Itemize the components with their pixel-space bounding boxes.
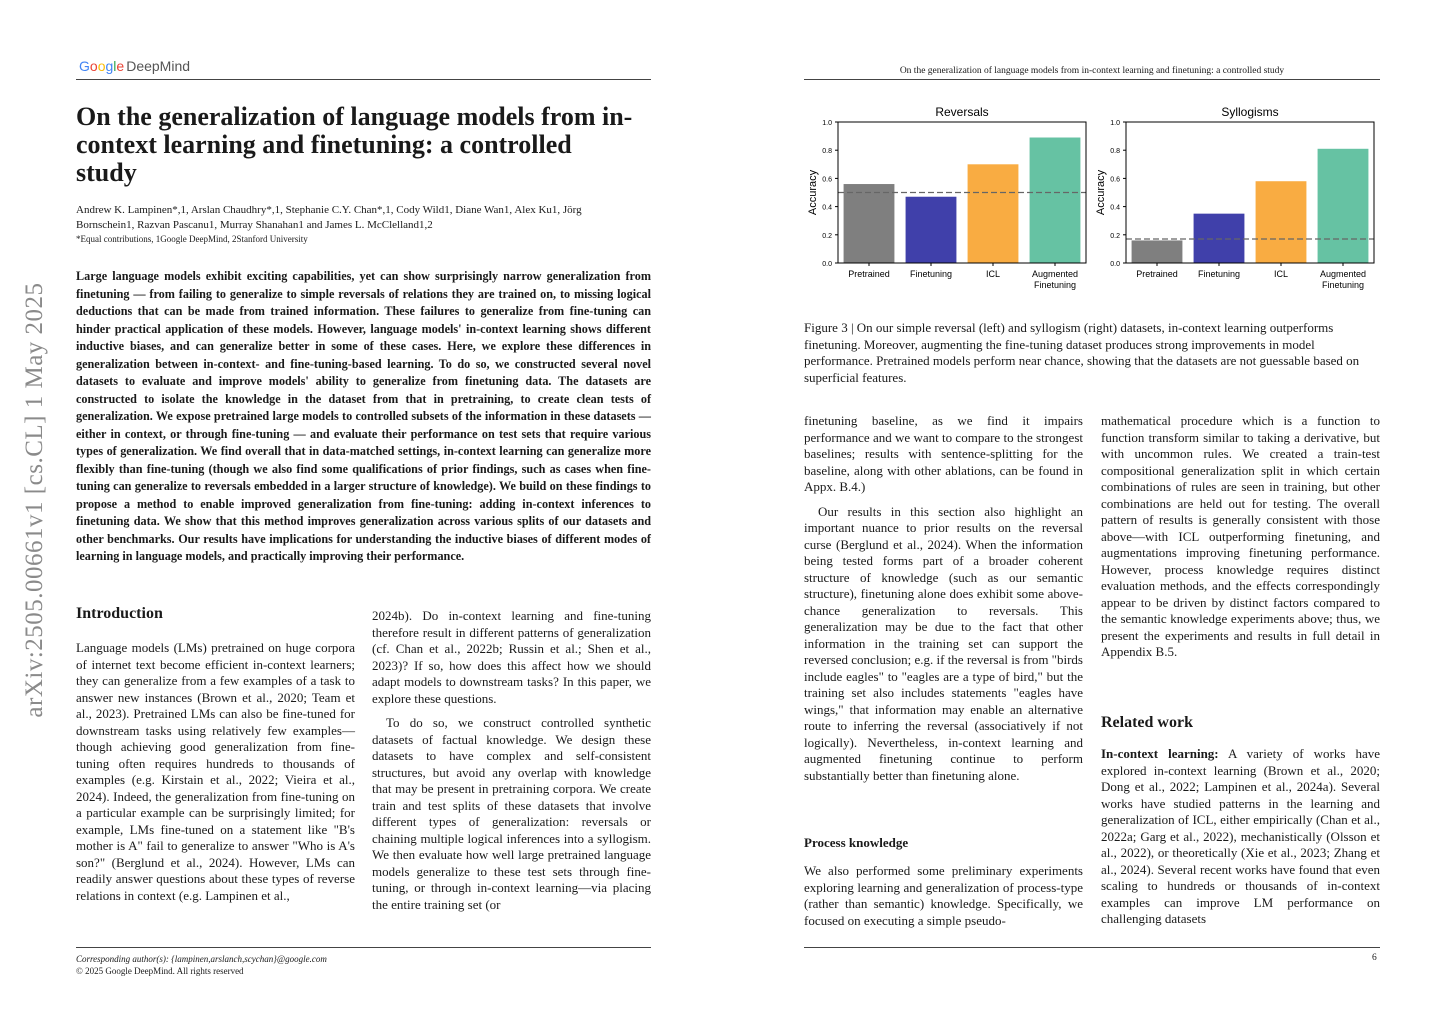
section-heading-process-knowledge: Process knowledge [804,835,909,850]
copyright: © 2025 Google DeepMind. All rights reserved [76,966,244,976]
logo-letter: g [105,58,114,74]
y-tick-label: 0.4 [1110,204,1120,212]
bar [1030,138,1081,263]
chart-title: Syllogisms [1221,105,1279,119]
bar [1194,214,1245,263]
running-head: On the generalization of language models from in-context learning and finetuning: a controlled study [899,66,1285,76]
logo-letter: G [79,58,90,74]
y-tick-label: 1.0 [822,120,832,127]
paper-title: On the generalization of language models from in-context learning and finetuning: a controlled study [76,102,633,187]
paragraph: Language models (LMs) pretrained on huge corpora of internet text become efficient in-context learners; they can generalize from a few examples of a task to answer new instances (Brown et al., 2020; Team et al., 2023). Pretrained LMs can also be fine-tuned for downstream tasks using relatively few examples—though achieving good generalization from fine-tuning often requires hundreds to thousands of examples (e.g. Kirstain et al., 2022; Vieira et al., 2024). Indeed, the generalization from fine-tuning on a particular example can be surprisingly limited; for example, LMs fine-tuned on a statement like "B's mother is A" fail to generalize to answer "Who is A's son?" (Berglund et al., 2024). However, LMs can readily answer questions about these types of reverse relations in context (e.g. Lampinen et al., [76,640,355,903]
abstract: Large language models exhibit exciting capabilities, yet can show surprisingly narrow generalization from finetuning — from failing to generalize to simple reversals of relations they are trained on, to missing logical deductions that can be made from trained information. These failures to generalize from fine-tuning can hinder practical application of these models. However, language models' in-context learning shows different inductive biases, and can generalize better in some of these cases. Here, we explore these differences in generalization between in-context- and fine-tuning-based learning. To do so, we constructed several novel datasets to evaluate and improve models' ability to generalize from finetuning data. The datasets are constructed to isolate the knowledge in the dataset from that in pretraining, to create clean tests of generalization. We expose pretrained large models to controlled subsets of the information in these datasets — either in context, or through fine-tuning — and evaluate their performance on test sets that require various types of generalization. We find overall that in data-matched settings, in-context learning can generalize more flexibly than fine-tuning (though we also find some qualifications of prior findings, such as cases when fine-tuning can generalize to reversals embedded in a larger structure of knowledge). We build on these findings to propose a method to enable improved generalization from fine-tuning: adding in-context inferences to finetuning data. We show that this method improves generalization across various splits of our datasets and other benchmarks. Our results have implications for understanding the inductive biases of different modes of learning in language models, and practically improving their performance. [76,269,651,563]
intro-column-1 [76,640,355,904]
y-tick-label: 0.8 [1110,148,1120,156]
paragraph: Our results in this section also highlight an important nuance to prior results on the reversal curse (Berglund et al., 2024). When the information being tested forms part of a broader coherent structure of knowledge (such as our semantic structure), finetuning alone does exhibit some above-chance generalization to reversals. This generalization may be due to the fact that other information in the training set can support the reversed conclusion; e.g. if the reversal is from "birds include eagles" to "eagles are a type of bird," but the training set also includes statements "eagles have wings," that information may enable an alternative route to inferring the reversal (associatively if not logically). Nevertheless, in-context learning and augmented finetuning continue to perform substantially better than finetuning alone. [804,503,1083,783]
paragraph: mathematical procedure which is a function to function transform similar to taking a derivative, but with uncommon rules. We created a train-test compositional generalization split in which certain combinations of rules are seen in training, but other combinations are held out for testing. The overall pattern of results is generally consistent with those above—with ICL outperforming finetuning, and augmentations improving finetuning performance. However, process knowledge requires distinct evaluation methods, and the effects correspondingly appear to be driven by distinct factors compared to the semantic knowledge experiments above; thus, we present the experiments and results in full detail in Appendix B.5. [1101,413,1380,659]
bar [968,164,1019,263]
x-tick-label: Finetuning [1197,269,1241,279]
paragraph [1101,746,1380,928]
right-column-1b [804,863,1083,929]
footer-rule [804,947,1380,948]
author-list [76,203,651,233]
y-axis-label: Accuracy [807,169,819,216]
logo-letter: o [97,58,106,74]
logo-deepmind-text: DeepMind [126,58,191,74]
x-tick-label: Pretrained [1136,269,1178,279]
related-work-paragraph [1101,746,1380,928]
right-column-1 [804,413,1083,784]
footer-rule [76,947,651,948]
y-tick-label: 0.2 [1110,232,1120,240]
header-rule [76,79,651,80]
run-in-heading: In-context learning: [1101,746,1219,761]
right-column-2 [1101,413,1380,661]
paragraph: To do so, we construct controlled synthetic datasets of factual knowledge. We design these datasets to have complex and self-consistent structures, but avoid any overlap with knowledge that may be present in pretraining corpora. We create train and test splits of these datasets that involve different types of generalization: reversals or chaining multiple logical inferences into a syllogism. We then evaluate how well large pretrained language models generalize to these test sets through fine-tuning, or through in-context learning—via placing the entire training set (or [372,715,651,912]
y-tick-label: 0.6 [1110,176,1120,184]
paragraph-text: A variety of works have explored in-context learning (Brown et al., 2020; Dong et al., 2022; Lampinen et al., 2024a). Several works have studied patterns in the learning and generalization of ICL, either empirically (Chan et al., 2022a; Garg et al., 2022), mechanistically (Olsson et al., 2022), or theoretically (Xie et al., 2023; Zhang et al., 2024). Several recent works have found that even scaling to hundreds or thousands of in-context examples can improve LM performance on challenging datasets [1101,746,1380,926]
logo-letter: o [89,58,98,74]
y-tick-label: 0.6 [822,176,832,184]
chart-syllogisms [1078,100,1378,295]
google-deepmind-logo [79,58,190,74]
paragraph: 2024b). Do in-context learning and fine-tuning therefore result in different patterns of generalization (cf. Chan et al., 2022b; Russin et al.; Shen et al., 2023)? If so, how does this affect how we should adapt models to downstream tasks? In this paper, we explore these questions. [372,608,651,706]
arxiv-id: arXiv:2505.00661v1 [cs.CL] 1 May 2025 [21,282,48,718]
x-tick-label: Finetuning [1033,280,1077,290]
logo-letter: l [113,58,117,74]
affiliations: *Equal contributions, 1Google DeepMind, 2Stanford University [76,234,308,244]
x-tick-label: ICL [1273,269,1289,279]
arxiv-stamp [20,282,50,718]
section-heading-introduction: Introduction [76,605,163,622]
x-tick-label: Augmented [1319,269,1367,279]
paragraph: We also performed some preliminary experiments exploring learning and generalization of process-type (rather than semantic) knowledge. Specifically, we focused on executing a simple pseudo- [804,863,1083,928]
y-tick-label: 0.2 [822,232,832,240]
chart-title: Reversals [935,105,989,119]
authors-line: Bornschein1, Razvan Pascanu1, Murray Shanahan1 and James L. McClelland1,2 [76,219,433,231]
intro-column-2 [372,608,651,913]
bar [906,197,957,263]
section-heading-related-work: Related work [1101,714,1193,731]
x-tick-label: Augmented [1031,269,1079,279]
bar [1318,149,1369,263]
y-tick-label: 0.0 [1110,261,1120,268]
y-tick-label: 1.0 [1110,120,1120,127]
x-tick-label: Finetuning [909,269,953,279]
y-tick-label: 0.8 [822,148,832,156]
y-axis-label: Accuracy [1095,169,1107,216]
authors-line: Andrew K. Lampinen*,1, Arslan Chaudhry*,1, Stephanie C.Y. Chan*,1, Cody Wild1, Diane Wan1, Alex Ku1, Jörg [76,204,582,216]
paragraph: finetuning baseline, as we find it impairs performance and we want to compare to the strongest baselines; results with sentence-splitting for the baseline, along with other ablations, can be found in Appx. B.4.) [804,413,1083,494]
page-number: 6 [1372,953,1377,963]
bar [844,184,895,263]
bar [1132,240,1183,263]
corresponding-author: Corresponding author(s): {lampinen,arslanch,scychan}@google.com [76,954,327,964]
y-tick-label: 0.4 [822,204,832,212]
x-tick-label: ICL [985,269,1001,279]
x-tick-label: Finetuning [1321,280,1365,290]
y-tick-label: 0.0 [822,261,832,268]
footer [76,953,327,977]
logo-letter: e [116,58,125,74]
chart-reversals [790,100,1090,295]
bar [1256,181,1307,263]
figure-caption: Figure 3 | On our simple reversal (left) and syllogism (right) datasets, in-context learning outperforms finetuning. Moreover, augmenting the fine-tuning dataset produces strong improvements in model performance. Pretrained models perform near chance, showing that the datasets are not guessable based on superficial features. [804,320,1360,385]
x-tick-label: Pretrained [848,269,890,279]
header-rule [804,79,1380,80]
